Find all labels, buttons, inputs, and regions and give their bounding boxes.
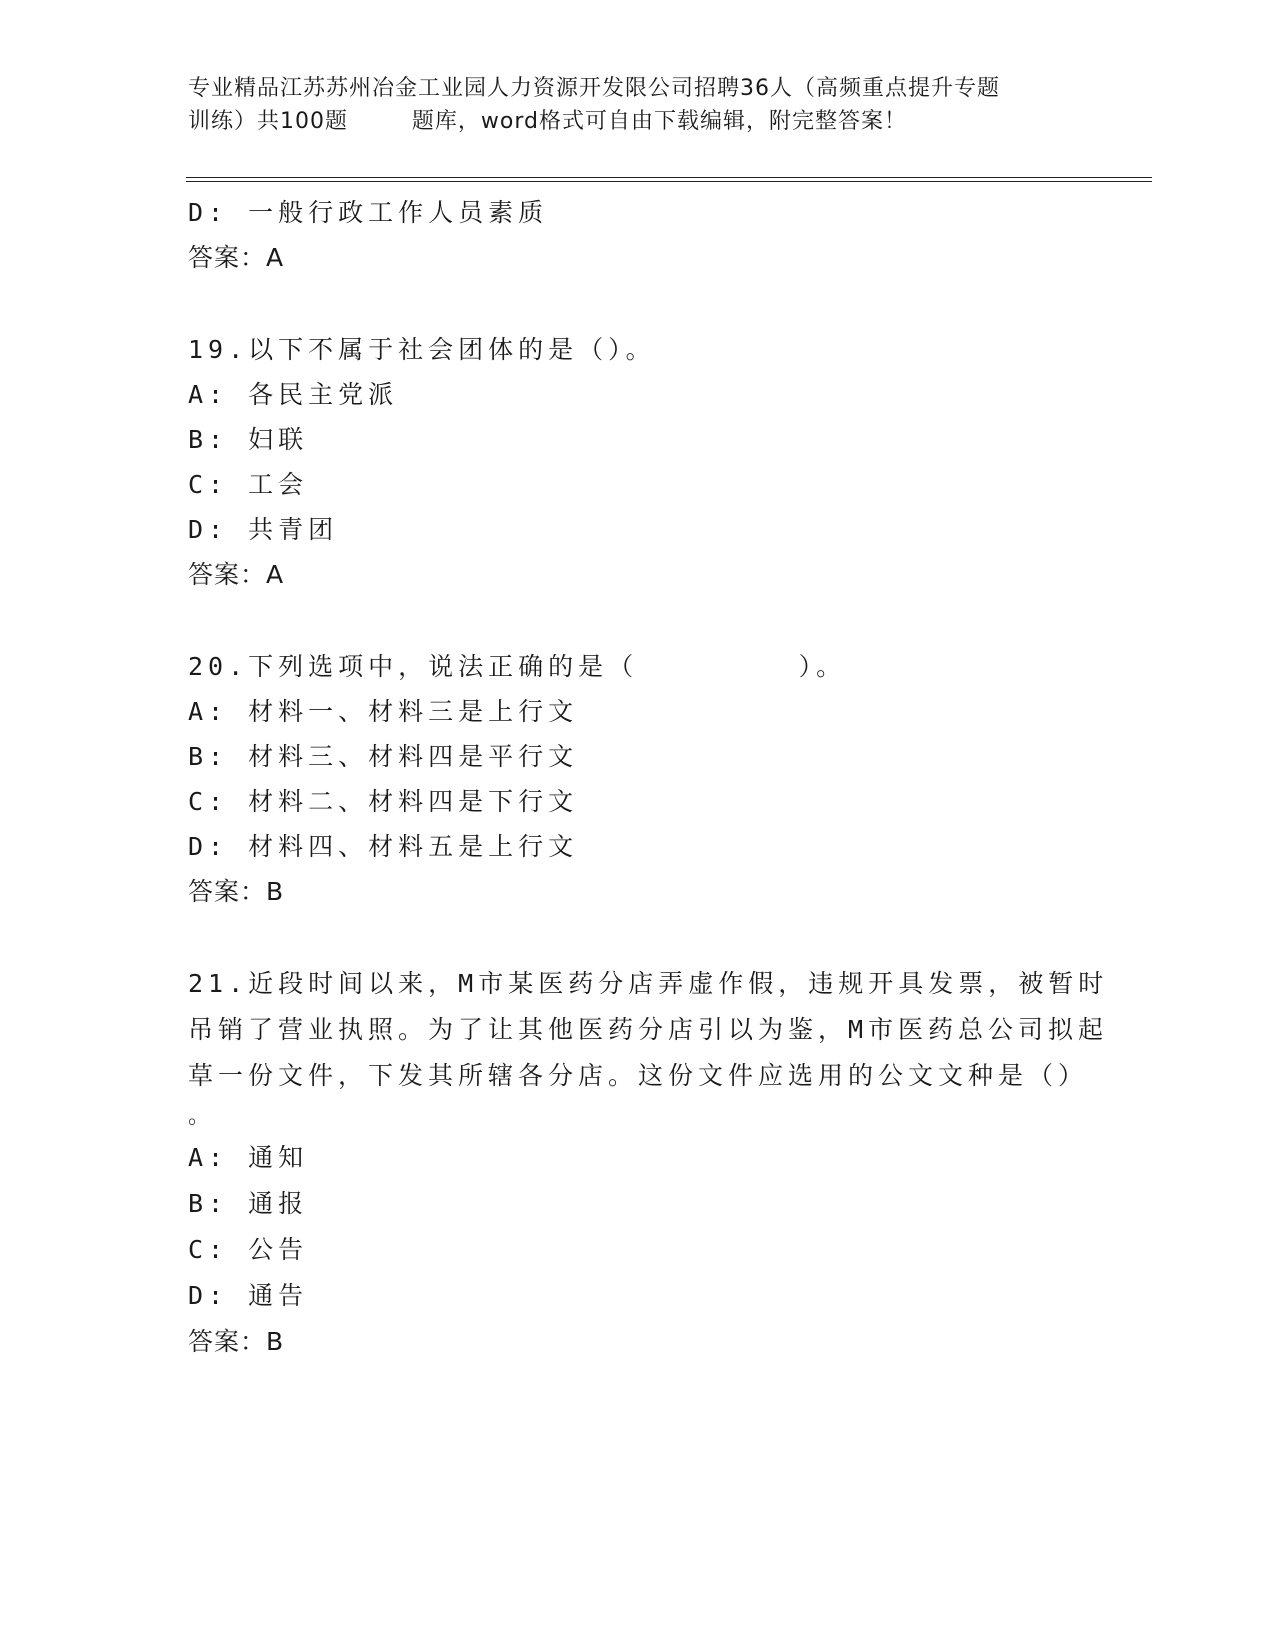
question-19 xyxy=(188,327,1088,598)
q21-stem-line-2: 吊销了营业执照。为了让其他医药分店引以为鉴，M市医药总公司拟起 xyxy=(188,1015,1109,1044)
q18-option-d: D: 一般行政工作人员素质 xyxy=(188,198,549,227)
q19-option-a: A: 各民主党派 xyxy=(188,380,399,409)
q21-option-b: B: 通报 xyxy=(188,1189,309,1218)
question-20 xyxy=(188,644,1088,915)
spacer xyxy=(188,598,1088,644)
q20-option-a: A: 材料一、材料三是上行文 xyxy=(188,697,579,726)
question-list xyxy=(188,190,1109,1365)
q20-option-b: B: 材料三、材料四是平行文 xyxy=(188,742,579,771)
q20-answer: 答案：B xyxy=(188,877,285,906)
q19-stem: 19.以下不属于社会团体的是（）。 xyxy=(188,335,656,364)
q19-option-c: C: 工会 xyxy=(188,470,309,499)
q19-answer: 答案：A xyxy=(188,560,285,589)
q21-option-d: D: 通告 xyxy=(188,1281,309,1310)
q19-option-d: D: 共青团 xyxy=(188,515,339,544)
header-title-line-1: 专业精品江苏苏州冶金工业园人力资源开发限公司招聘36人（高频重点提升专题 xyxy=(188,76,1000,101)
header-divider-top xyxy=(186,177,1152,178)
q21-option-a: A: 通知 xyxy=(188,1143,309,1172)
question-21 xyxy=(188,961,1109,1365)
spacer xyxy=(188,281,1088,327)
q20-stem: 20.下列选项中，说法正确的是（ ）。 xyxy=(188,652,847,681)
q21-option-c: C: 公告 xyxy=(188,1235,309,1264)
q21-stem-line-3: 草一份文件，下发其所辖各分店。这份文件应选用的公文文种是（） xyxy=(188,1061,1089,1090)
q21-stem-line-4: 。 xyxy=(188,1104,211,1129)
spacer xyxy=(188,915,1088,961)
q21-answer: 答案：B xyxy=(188,1327,285,1356)
q21-stem-line-1: 21.近段时间以来，M市某医药分店弄虚作假，违规开具发票，被暂时 xyxy=(188,969,1109,998)
question-18-tail xyxy=(188,190,1088,281)
header-divider-bottom xyxy=(186,181,1152,182)
header-title-line-2: 训练）共100题 题库，word格式可自由下载编辑，附完整答案！ xyxy=(188,109,908,134)
document-header xyxy=(188,72,1088,138)
q18-answer: 答案：A xyxy=(188,243,285,272)
q19-option-b: B: 妇联 xyxy=(188,425,309,454)
q20-option-d: D: 材料四、材料五是上行文 xyxy=(188,832,579,861)
q20-option-c: C: 材料二、材料四是下行文 xyxy=(188,787,579,816)
